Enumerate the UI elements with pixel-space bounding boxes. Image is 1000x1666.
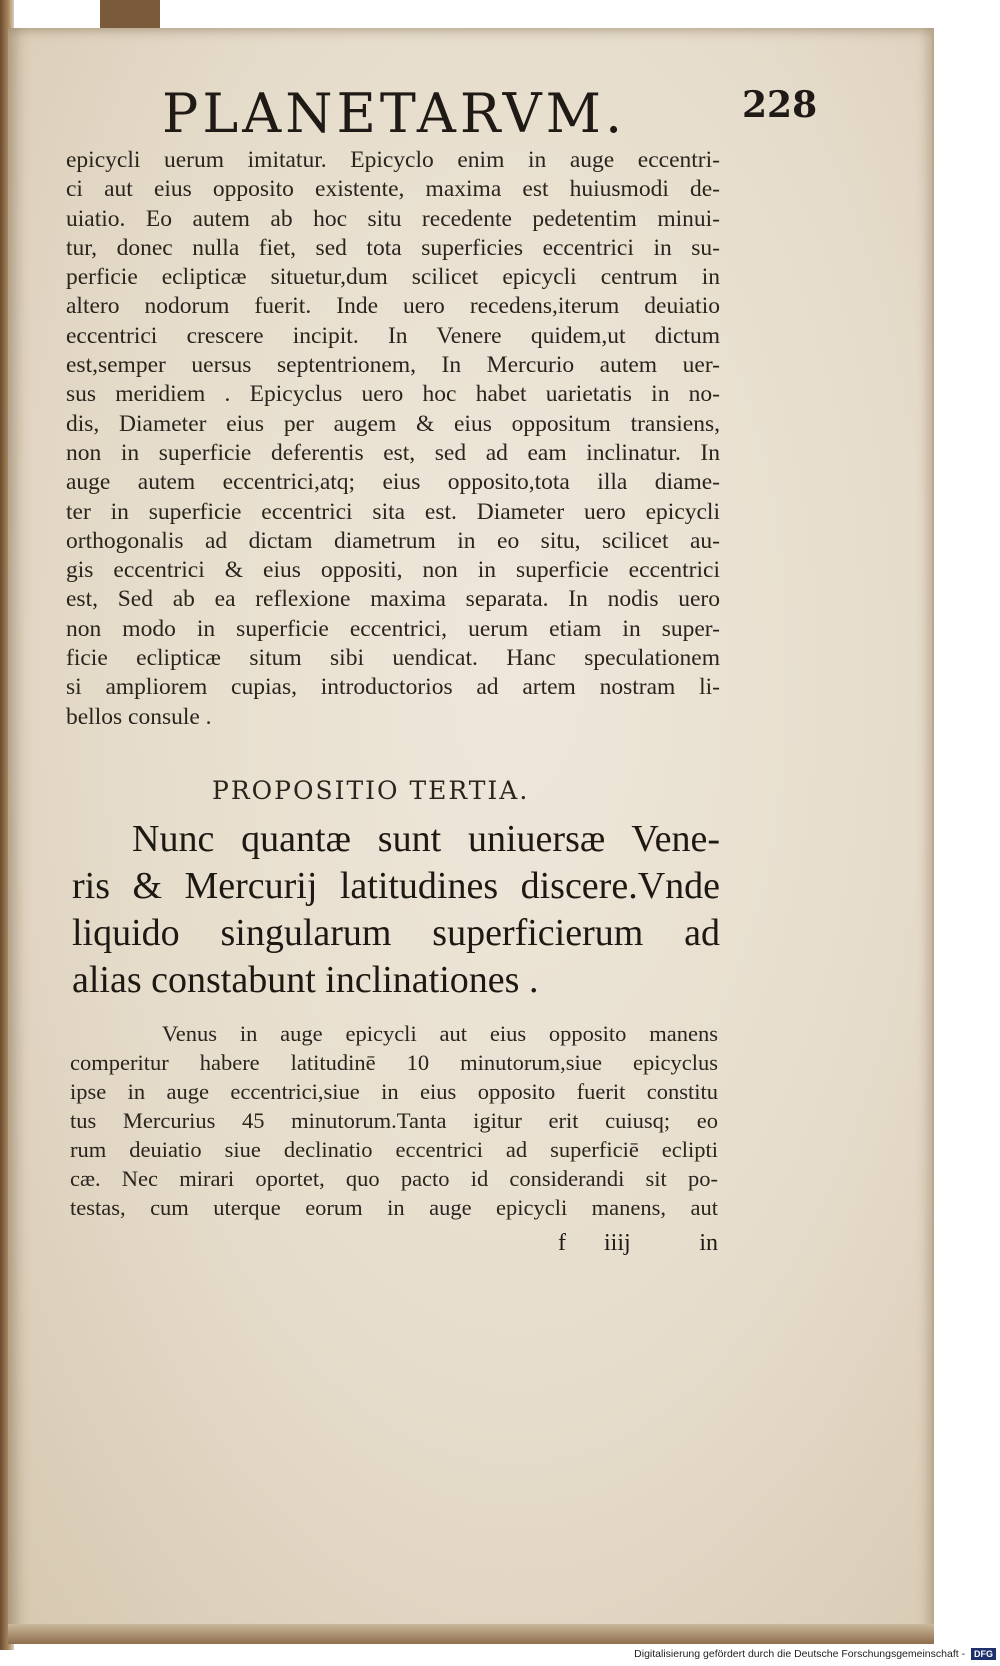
text-line: altero nodorum fuerit. Inde uero recedens,iterum deuiatio: [66, 293, 720, 320]
text-line: testas, cum uterque eorum in auge epicycli manens, aut: [70, 1195, 718, 1220]
page-number: 228: [742, 84, 818, 126]
text-line: est, Sed ab ea reflexione maxima separata. In nodis uero: [66, 586, 720, 613]
title-line: liquido singularum superficierum ad: [72, 912, 720, 954]
digitization-credit: [600, 1648, 996, 1664]
text-line: bellos consule .: [66, 703, 212, 730]
text-line: dis, Diameter eius per augem & eius oppositum transiens,: [66, 410, 720, 437]
title-line: Nunc quantæ sunt uniuersæ Vene-: [132, 818, 720, 860]
signature-line: [558, 1230, 718, 1257]
credit-text: Digitalisierung gefördert durch die Deutsche Forschungsgemeinschaft -: [634, 1648, 966, 1660]
text-line: eccentrici crescere incipit. In Venere quidem,ut dictum: [66, 322, 720, 349]
page-bottom-edge: [8, 1624, 934, 1644]
text-line: comperitur habere latitudinē 10 minutorum,siue epicyclus: [70, 1050, 718, 1075]
text-line: rum deuiatio siue declinatio eccentrici ad superficiē eclipti: [70, 1137, 718, 1162]
signature-mark: f: [558, 1230, 566, 1256]
text-line: tus Mercurius 45 minutorum.Tanta igitur erit cuiusq; eo: [70, 1108, 718, 1133]
text-line: Venus in auge epicycli aut eius opposito manens: [162, 1021, 718, 1046]
catchword: in: [699, 1230, 718, 1256]
running-head: PLANETARVM.: [162, 82, 627, 145]
signature-number: iiij: [604, 1230, 631, 1256]
text-line: ficie eclipticæ situm sibi uendicat. Hanc speculationem: [66, 645, 720, 672]
text-line: epicycli uerum imitatur. Epicyclo enim in auge eccentri-: [66, 147, 720, 173]
text-line: ipse in auge eccentrici,siue in eius opposito fuerit constitu: [70, 1079, 718, 1104]
text-line: auge autem eccentrici,atq; eius opposito,tota illa diame-: [66, 469, 720, 496]
text-line: est,semper uersus septentrionem, In Mercurio autem uer-: [66, 352, 720, 379]
text-line: non in superficie deferentis est, sed ad eam inclinatur. In: [66, 439, 720, 466]
dfg-logo: DFG: [971, 1648, 996, 1660]
text-line: sus meridiem . Epicyclus uero hoc habet uarietatis in no-: [66, 381, 720, 408]
text-line: orthogonalis ad dictam diametrum in eo situ, scilicet au-: [66, 527, 720, 554]
text-line: perficie eclipticæ situetur,dum scilicet epicycli centrum in: [66, 264, 720, 291]
text-line: ter in superficie eccentrici sita est. Diameter uero epicycli: [66, 498, 720, 525]
text-line: cæ. Nec mirari oportet, quo pacto id considerandi sit po-: [70, 1166, 718, 1191]
proposition-heading: PROPOSITIO TERTIA.: [212, 776, 530, 805]
text-line: si ampliorem cupias, introductorios ad artem nostram li-: [66, 674, 720, 701]
text-line: tur, donec nulla fiet, sed tota superficies eccentrici in su-: [66, 234, 720, 261]
proposition-title: [72, 816, 720, 1004]
text-line: ci aut eius opposito existente, maxima est huiusmodi de-: [66, 176, 720, 203]
text-line: gis eccentrici & eius oppositi, non in superficie eccentrici: [66, 557, 720, 584]
proposition-paragraph: [70, 1019, 718, 1222]
body-paragraph: [66, 146, 720, 732]
page-top-edge: [100, 0, 160, 28]
text-line: non modo in superficie eccentrici, uerum etiam in super-: [66, 615, 720, 642]
title-line: ris & Mercurij latitudines discere.Vnde: [72, 865, 720, 907]
text-line: uiatio. Eo autem ab hoc situ recedente pedetentim minui-: [66, 205, 720, 232]
title-line: alias constabunt inclinationes .: [72, 959, 539, 1001]
